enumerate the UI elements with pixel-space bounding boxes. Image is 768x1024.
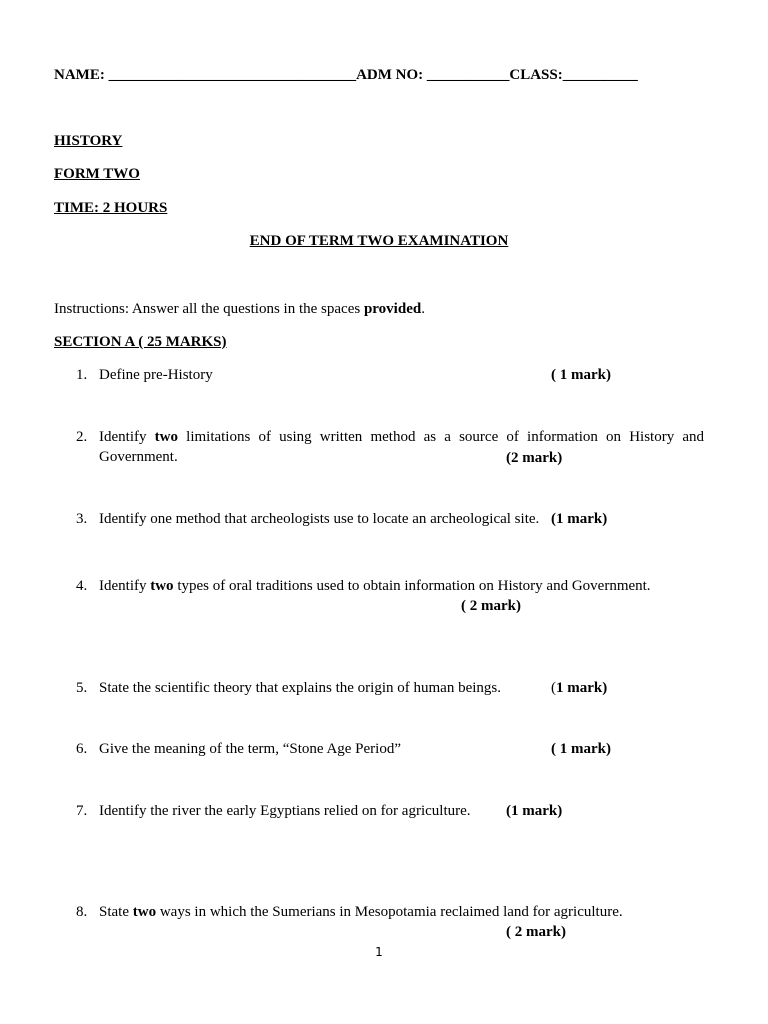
question-text xyxy=(99,427,704,467)
question-number: 1. xyxy=(76,367,88,383)
instructions-emphasis: provided xyxy=(363,301,422,317)
question-text-start: State xyxy=(99,904,133,920)
subject-title: HISTORY xyxy=(54,133,123,149)
question-number: 7. xyxy=(76,803,88,819)
question-number: 5. xyxy=(76,680,88,696)
question-text-start: Identify xyxy=(99,429,155,445)
question-marks: (1 mark) xyxy=(551,511,608,527)
question-text-end: types of oral traditions used to obtain information on History and Government. xyxy=(173,578,651,594)
exam-title: END OF TERM TWO EXAMINATION xyxy=(249,233,509,249)
question-number: 3. xyxy=(76,511,88,527)
question-number: 8. xyxy=(76,904,88,920)
question-text: Define pre-History xyxy=(99,367,213,383)
section-a-title: SECTION A ( 25 MARKS) xyxy=(54,334,227,350)
question-text xyxy=(99,576,651,596)
question-marks-value: 1 mark) xyxy=(556,680,608,696)
question-marks: ( 2 mark) xyxy=(461,598,521,614)
question-text xyxy=(99,902,623,922)
question-marks: ( 1 mark) xyxy=(551,741,611,757)
question-text-end: limitations of using written method as a source of information on History and Government. xyxy=(99,429,705,465)
question-marks: ( 2 mark) xyxy=(506,924,566,940)
question-marks xyxy=(551,678,607,698)
question-text: Give the meaning of the term, “Stone Age Period” xyxy=(99,741,401,757)
question-emphasis: two xyxy=(154,429,178,445)
question-text: Identify the river the early Egyptians relied on for agriculture. xyxy=(99,803,471,819)
question-text-start: Identify xyxy=(99,578,151,594)
instructions xyxy=(54,299,425,319)
student-details-line: NAME: _________________________________ADM NO: ___________CLASS:__________ xyxy=(54,67,638,83)
question-marks: (1 mark) xyxy=(506,803,563,819)
question-number: 2. xyxy=(76,429,88,445)
question-emphasis: two xyxy=(150,578,174,594)
question-marks-open: ( xyxy=(551,680,556,696)
exam-duration: TIME: 2 HOURS xyxy=(54,200,168,216)
page-number: 1 xyxy=(375,945,383,959)
question-text-end: ways in which the Sumerians in Mesopotamia reclaimed land for agriculture. xyxy=(156,904,623,920)
instructions-suffix: . xyxy=(421,301,425,317)
question-marks: (2 mark) xyxy=(506,450,563,466)
instructions-prefix: Instructions: Answer all the questions in the spaces xyxy=(54,301,364,317)
form-level: FORM TWO xyxy=(54,166,140,182)
question-number: 4. xyxy=(76,578,88,594)
question-text: Identify one method that archeologists use to locate an archeological site. xyxy=(99,511,540,527)
question-number: 6. xyxy=(76,741,88,757)
question-emphasis: two xyxy=(132,904,157,920)
question-marks: ( 1 mark) xyxy=(551,367,611,383)
question-text: State the scientific theory that explains the origin of human beings. xyxy=(99,680,501,696)
